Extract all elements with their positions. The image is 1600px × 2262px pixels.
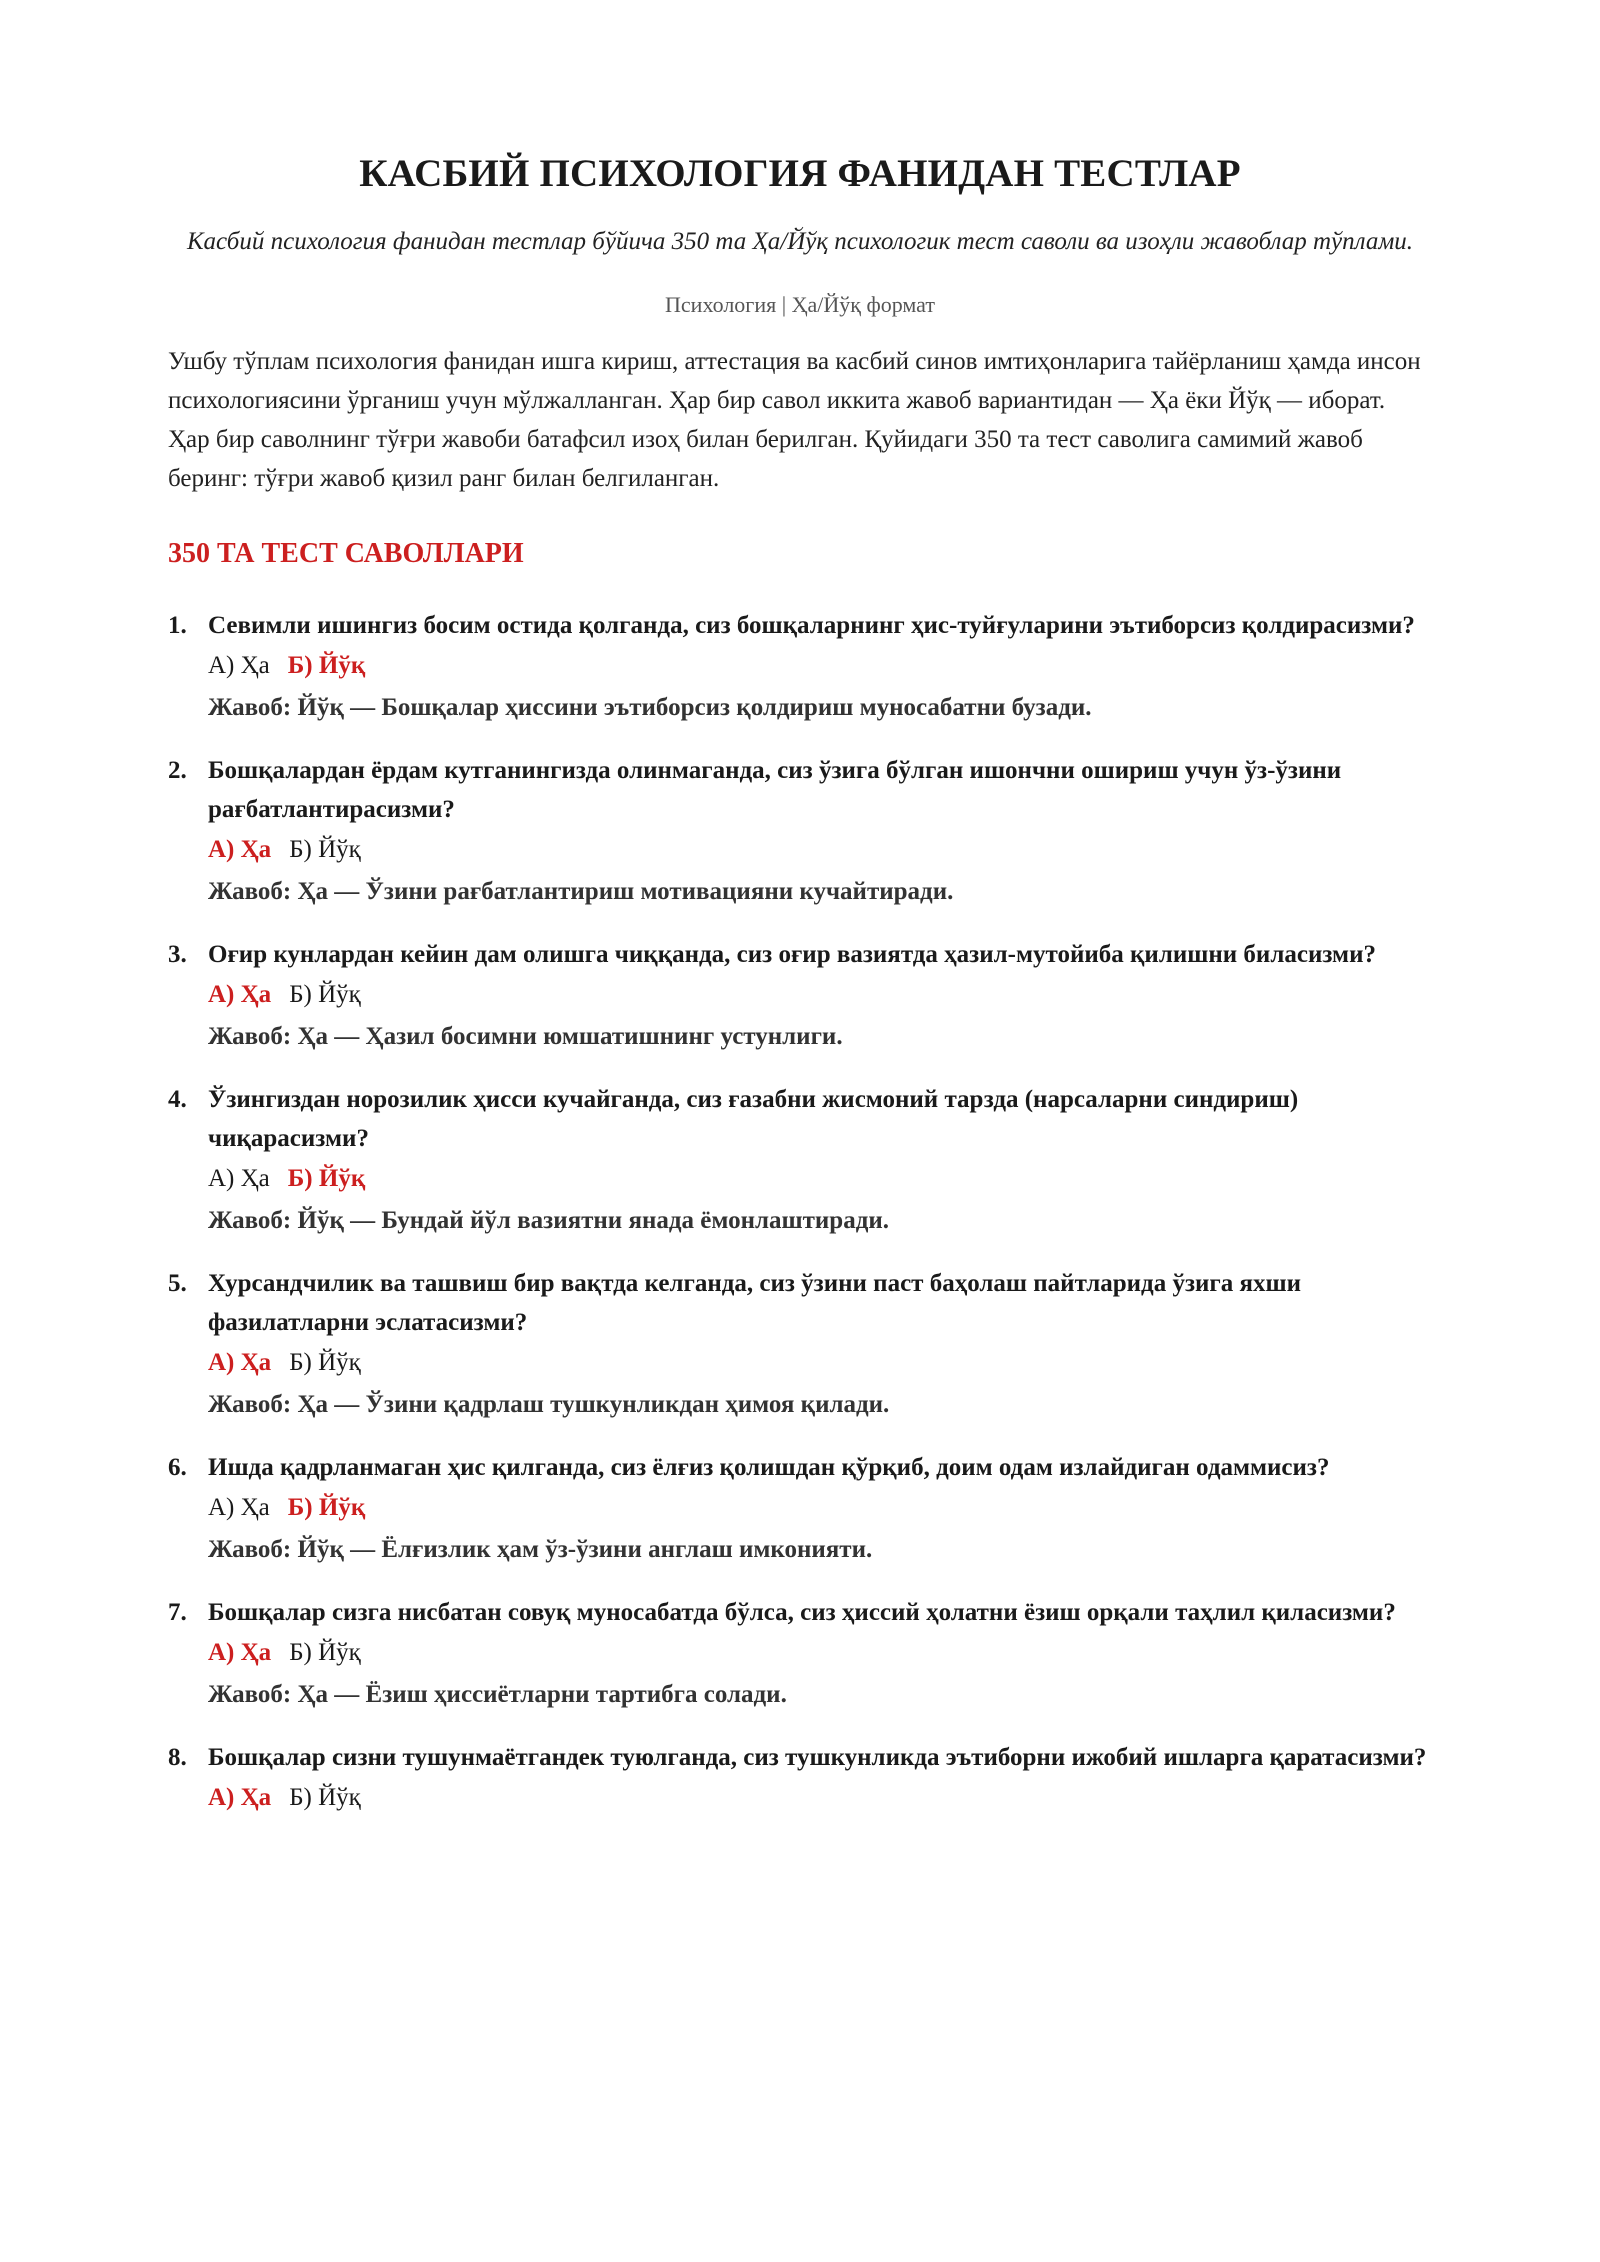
question-item [168,606,1432,729]
option-b: Б) Йўқ [289,1349,361,1376]
question-text [168,606,1432,645]
option-a: А) Ҳа [208,652,270,679]
question-body: Оғир кунлардан кейин дам олишга чиққанда, сиз оғир вазиятда ҳазил-мутойиба қилишни биласизми? [208,941,1376,968]
option-a: А) Ҳа [208,1639,272,1666]
answer-options [168,1158,1432,1200]
question-text [168,935,1432,974]
question-number: 8. [168,1744,187,1771]
answer-options [168,1632,1432,1674]
question-text [168,1593,1432,1632]
question-list [168,606,1432,1819]
option-a: А) Ҳа [208,1349,272,1376]
answer-explanation: Жавоб: Ҳа — Ҳазил босимни юмшатишнинг устунлиги. [208,1023,843,1050]
answer-options [168,1342,1432,1384]
option-b: Б) Йўқ [289,1639,361,1666]
question-body: Бошқалар сизни тушунмаётгандек туюлганда, сиз тушкунликда эътиборни ижобий ишларга қаратасизми? [208,1744,1427,1771]
answer-explanation: Жавоб: Йўқ — Ёлғизлик ҳам ўз-ўзини англаш имконияти. [208,1536,873,1563]
answer-options [168,974,1432,1016]
question-number: 1. [168,612,187,639]
question-text [168,1080,1432,1158]
answer-options [168,1777,1432,1819]
answer-explanation: Жавоб: Ҳа — Ёзиш ҳиссиётларни тартибга солади. [208,1681,787,1708]
question-number: 5. [168,1270,187,1297]
question-body: Севимли ишингиз босим остида қолганда, сиз бошқаларнинг ҳис-туйғуларини эътиборсиз қолдирасизми? [208,612,1415,639]
question-text [168,1738,1432,1777]
answer-options [168,829,1432,871]
answer-options [168,1487,1432,1529]
option-a: А) Ҳа [208,836,272,863]
answer-explanation: Жавоб: Йўқ — Бошқалар ҳиссини эътиборсиз қолдириш муносабатни бузади. [208,694,1092,721]
answer-explanation: Жавоб: Йўқ — Бундай йўл вазиятни янада ёмонлаштиради. [208,1207,890,1234]
option-b: Б) Йўқ [289,836,361,863]
question-number: 4. [168,1086,187,1113]
question-number: 6. [168,1454,187,1481]
option-a: А) Ҳа [208,1165,270,1192]
option-a: А) Ҳа [208,981,272,1008]
question-number: 3. [168,941,187,968]
question-text [168,1264,1432,1342]
question-item [168,751,1432,913]
answer-options [168,645,1432,687]
option-b: Б) Йўқ [289,981,361,1008]
answer-explanation: Жавоб: Ҳа — Ўзини рағбатлантириш мотивацияни кучайтиради. [208,878,954,905]
option-b: Б) Йўқ [287,652,366,679]
question-body: Хурсандчилик ва ташвиш бир вақтда келганда, сиз ўзини паст баҳолаш пайтларида ўзига яхши фазилатларни эслатасизми? [208,1270,1302,1336]
option-b: Б) Йўқ [287,1494,366,1521]
question-number: 2. [168,757,187,784]
section-heading: 350 ТА ТЕСТ САВОЛЛАРИ [168,538,524,569]
question-body: Ишда қадрланмаган ҳис қилганда, сиз ёлғиз қолишдан қўрқиб, доим одам излайдиган одаммисиз? [208,1454,1330,1481]
document-title: КАСБИЙ ПСИХОЛОГИЯ ФАНИДАН ТЕСТЛАР [359,152,1241,195]
question-body: Бошқалар сизга нисбатан совуқ муносабатда бўлса, сиз ҳиссий ҳолатни ёзиш орқали таҳлил қиласизми? [208,1599,1396,1626]
question-text [168,751,1432,829]
document-subtitle: Касбий психология фанидан тестлар бўйича 350 та Ҳа/Йўқ психологик тест саволи ва изоҳли жавоблар тўплами. [186,228,1414,255]
option-a: А) Ҳа [208,1494,270,1521]
question-body: Бошқалардан ёрдам кутганингизда олинмаганда, сиз ўзига бўлган ишончни ошириш учун ўз-ўзини рағбатлантирасизми? [208,757,1342,823]
answer-explanation: Жавоб: Ҳа — Ўзини қадрлаш тушкунликдан ҳимоя қилади. [208,1391,890,1418]
question-text [168,1448,1432,1487]
option-a: А) Ҳа [208,1784,272,1811]
question-item [168,1738,1432,1819]
document-meta: Психология | Ҳа/Йўқ формат [665,292,935,317]
intro-paragraph: Ушбу тўплам психология фанидан ишга кириш, аттестация ва касбий синов имтиҳонларига тайёрланиш ҳамда инсон психологиясини ўрганиш учун мўлжалланган. Ҳар бир савол иккита жавоб вариантидан — Ҳа ёки Йўқ — иборат. Ҳар бир саволнинг тўғри жавоби батафсил изоҳ билан берилган. Қуйидаги 350 та тест саволига самимий жавоб беринг: тўғри жавоб қизил ранг билан белгиланган. [168,348,1421,492]
question-number: 7. [168,1599,187,1626]
question-body: Ўзингиздан норозилик ҳисси кучайганда, сиз ғазабни жисмоний тарзда (нарсаларни синдириш) чиқарасизми? [208,1086,1299,1152]
option-b: Б) Йўқ [287,1165,366,1192]
question-item [168,935,1432,1058]
question-item [168,1593,1432,1716]
question-item [168,1448,1432,1571]
question-item [168,1264,1432,1426]
option-b: Б) Йўқ [289,1784,361,1811]
question-item [168,1080,1432,1242]
